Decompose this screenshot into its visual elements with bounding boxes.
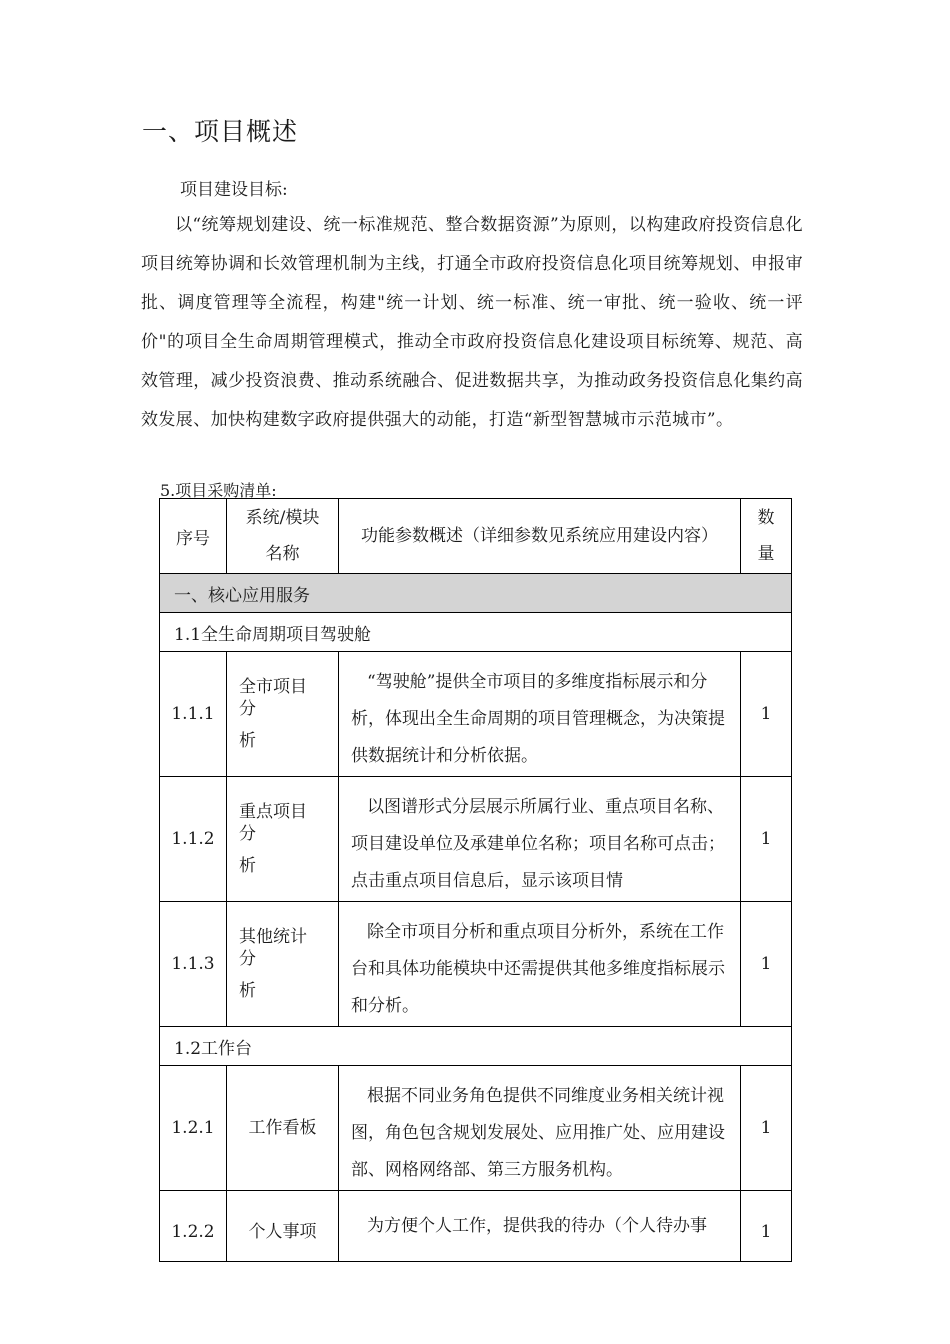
row-name-line2: 分 <box>239 824 256 844</box>
row-no: 1.2.1 <box>160 1066 227 1191</box>
subsection-row <box>160 613 792 652</box>
row-name-line3: 析 <box>239 731 256 751</box>
table-row <box>160 1066 792 1191</box>
row-desc <box>339 777 741 902</box>
header-no: 序号 <box>160 499 227 574</box>
row-no: 1.2.2 <box>160 1191 227 1262</box>
row-desc <box>339 1066 741 1191</box>
row-desc-text: 根据不同业务角色提供不同维度业务相关统计视图，角色包含规划发展处、应用推广处、应用建设部、网格网络部、第三方服务机构。 <box>351 1086 725 1178</box>
row-no: 1.1.1 <box>160 652 227 777</box>
table-row <box>160 902 792 1027</box>
row-name: 工作看板 <box>227 1066 339 1191</box>
row-qty: 1 <box>741 1066 792 1191</box>
row-qty: 1 <box>741 902 792 1027</box>
row-name <box>227 902 339 1027</box>
table-row <box>160 652 792 777</box>
row-no: 1.1.3 <box>160 902 227 1027</box>
row-name-line2: 分 <box>239 699 256 719</box>
row-name-line3: 析 <box>239 981 256 1001</box>
subsection-title: 1.2工作台 <box>160 1027 792 1066</box>
row-name-line1: 全市项目 <box>239 677 307 697</box>
header-qty-line2: 量 <box>757 544 775 564</box>
header-name-line2: 名称 <box>265 544 300 564</box>
procurement-list-title: 5.项目采购清单: <box>160 481 277 500</box>
subsection-title: 1.1全生命周期项目驾驶舱 <box>160 613 792 652</box>
section-row <box>160 574 792 613</box>
goal-label: 项目建设目标: <box>180 180 288 200</box>
procurement-table <box>159 498 792 1262</box>
goal-paragraph: 以“统筹规划建设、统一标准规范、整合数据资源”为原则，以构建政府投资信息化项目统筹协调和长效管理机制为主线，打通全市政府投资信息化项目统筹规划、申报审批、调度管理等全流程，构建"统一计划、统一标准、统一审批、统一验收、统一评价"的项目全生命周期管理模式，推动全市政府投资信息化建设项目标统筹、规范、高效管理，减少投资浪费、推动系统融合、促进数据共享，为推动政务投资信息化集约高效发展、加快构建数字政府提供强大的动能，打造“新型智慧城市示范城市”。 <box>141 215 803 430</box>
header-qty-line1: 数 <box>757 508 775 528</box>
header-name <box>227 499 339 574</box>
row-desc-text: 以图谱形式分层展示所属行业、重点项目名称、项目建设单位及承建单位名称；项目名称可点击；点击重点项目信息后，显示该项目情 <box>351 797 725 889</box>
row-name-line1: 其他统计 <box>239 927 307 947</box>
row-qty: 1 <box>741 1191 792 1262</box>
header-name-line1: 系统/模块 <box>245 508 320 528</box>
row-desc: 为方便个人工作，提供我的待办（个人待办事 <box>339 1191 741 1262</box>
table-row <box>160 1191 792 1262</box>
row-desc <box>339 902 741 1027</box>
row-qty: 1 <box>741 652 792 777</box>
table-row <box>160 777 792 902</box>
row-name-line1: 重点项目 <box>239 802 307 822</box>
header-qty <box>741 499 792 574</box>
header-desc: 功能参数概述（详细参数见系统应用建设内容） <box>339 499 741 574</box>
row-name <box>227 777 339 902</box>
table-header-row <box>160 499 792 574</box>
row-qty: 1 <box>741 777 792 902</box>
row-name-line2: 分 <box>239 949 256 969</box>
row-name <box>227 652 339 777</box>
row-desc <box>339 652 741 777</box>
section-title: 一、核心应用服务 <box>160 574 792 613</box>
subsection-row <box>160 1027 792 1066</box>
row-no: 1.1.2 <box>160 777 227 902</box>
row-desc-text: “驾驶舱”提供全市项目的多维度指标展示和分析，体现出全生命周期的项目管理概念，为决策提供数据统计和分析依据。 <box>351 672 725 764</box>
section-heading: 一、项目概述 <box>142 117 299 146</box>
row-name: 个人事项 <box>227 1191 339 1262</box>
row-desc-text: 除全市项目分析和重点项目分析外，系统在工作台和具体功能模块中还需提供其他多维度指标展示和分析。 <box>351 922 725 1014</box>
row-name-line3: 析 <box>239 856 256 876</box>
